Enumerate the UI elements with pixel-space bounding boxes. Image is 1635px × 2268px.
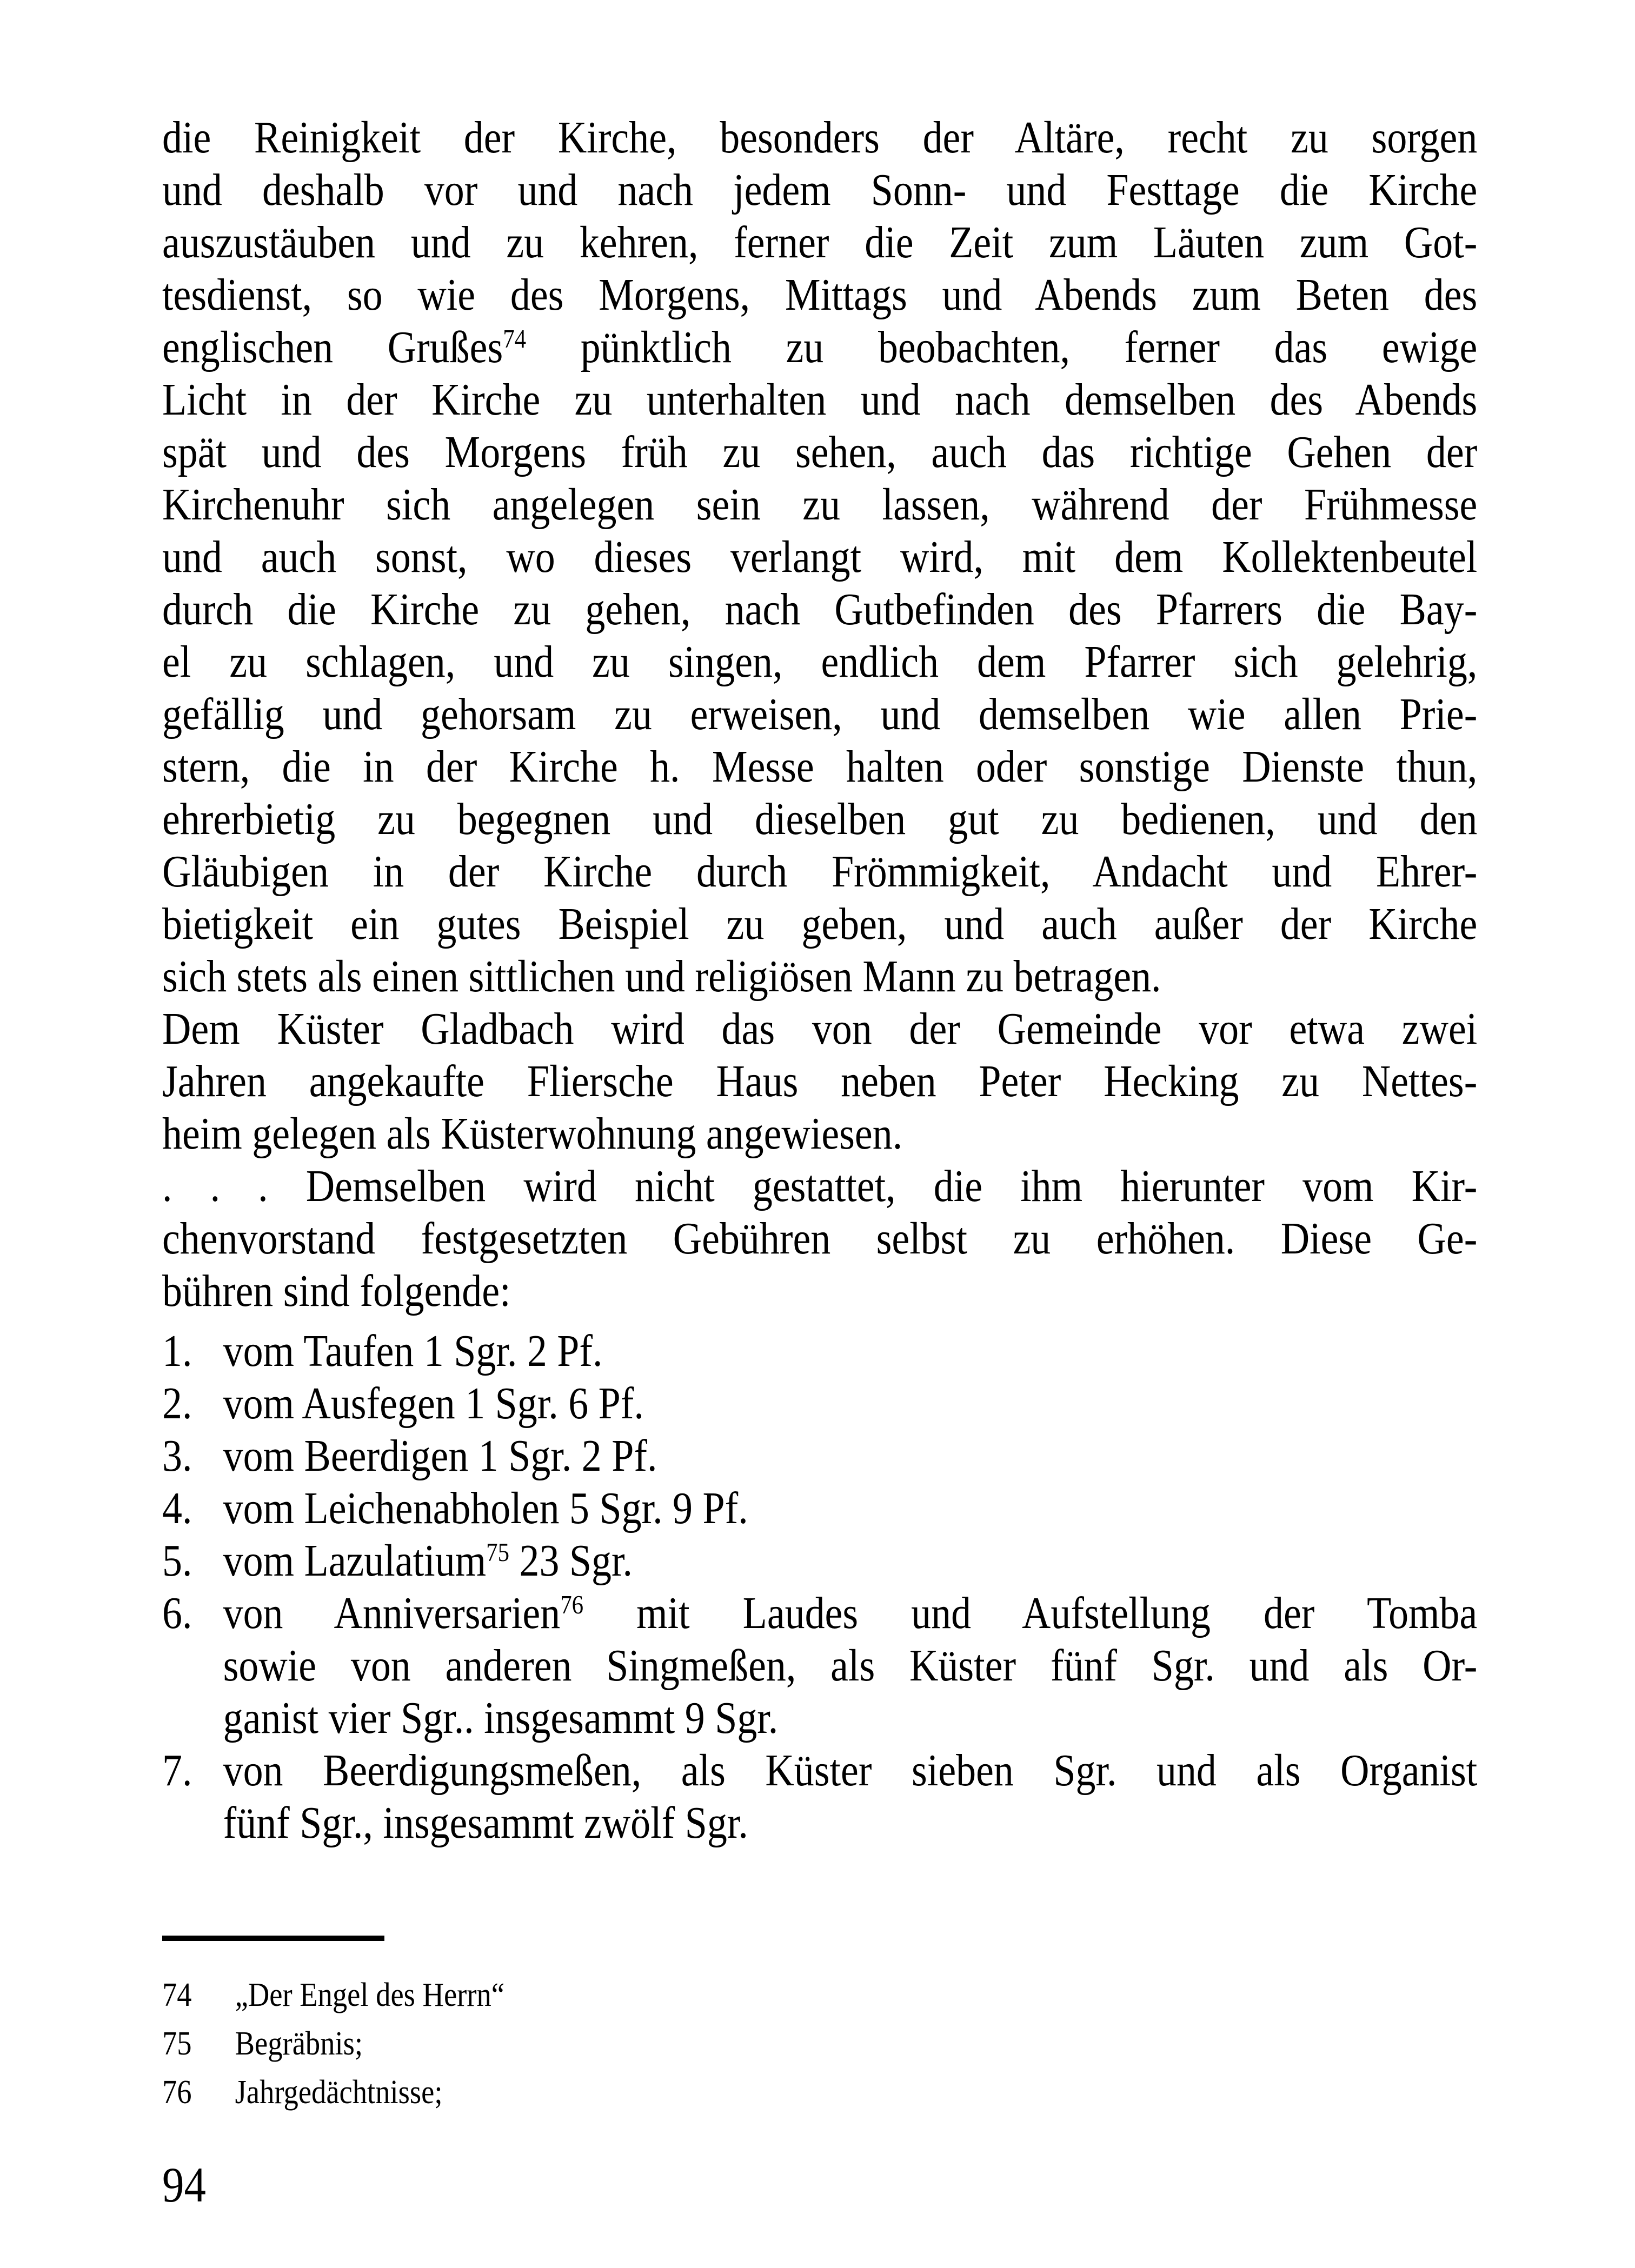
footnote-marker: 75: [486, 1538, 510, 1567]
footnote-marker: 74: [503, 324, 527, 354]
footnote-text: Begräbnis;: [235, 2025, 363, 2062]
text-line: auszustäuben und zu kehren, ferner die Zeit zum Läuten zum Got-: [162, 217, 1478, 268]
fee-list-item: [162, 1587, 1477, 1744]
text-line: englischen Grußes$^{74}$ pünktlich zu beobachten, ferner das ewige: [162, 322, 1478, 372]
fee-item-number: 1.: [162, 1326, 192, 1376]
fee-list-item: [162, 1377, 1477, 1430]
footnote-number: 76: [162, 2074, 192, 2111]
text-line: vom Taufen 1 Sgr. 2 Pf.: [223, 1326, 603, 1376]
text-line: und auch sonst, wo dieses verlangt wird, mit dem Kollektenbeutel: [162, 532, 1478, 582]
fee-item-number: 6.: [162, 1588, 192, 1638]
fee-item-lines: [223, 1744, 1478, 1849]
text-line: spät und des Morgens früh zu sehen, auch das richtige Gehen der: [162, 427, 1478, 477]
fee-list-item: [162, 1325, 1477, 1377]
page-number: 94: [162, 2157, 206, 2212]
fee-item-lines: [223, 1377, 1478, 1430]
text-line: bietigkeit ein gutes Beispiel zu geben, und auch außer der Kirche: [162, 899, 1478, 949]
text-line: ganist vier Sgr.. insgesammt 9 Sgr.: [223, 1693, 779, 1743]
fee-item-number: 3.: [162, 1431, 192, 1481]
text-line: . . . Demselben wird nicht gestattet, die ihm hierunter vom Kir-: [162, 1161, 1478, 1211]
footnote-separator: [162, 1936, 384, 1941]
fee-list-item: [162, 1430, 1477, 1482]
text-line: sich stets als einen sittlichen und religiösen Mann zu betragen.: [162, 951, 1161, 1002]
paragraph: [162, 111, 1477, 1003]
fee-item-number: 5.: [162, 1536, 192, 1586]
text-line: und deshalb vor und nach jedem Sonn- und Festtage die Kirche: [162, 165, 1478, 215]
fee-item-number: 7.: [162, 1745, 192, 1796]
footnote-marker: 76: [560, 1590, 584, 1620]
fee-list-item: [162, 1744, 1477, 1849]
fee-item-lines: [223, 1535, 1478, 1587]
text-line: sowie von anderen Singmeßen, als Küster fünf Sgr. und als Or-: [223, 1640, 1478, 1691]
text-line: von Beerdigungsmeßen, als Küster sieben Sgr. und als Organist: [223, 1745, 1478, 1796]
text-line: Kirchenuhr sich angelegen sein zu lassen, während der Frühmesse: [162, 479, 1478, 530]
fee-item-lines: [223, 1430, 1478, 1482]
text-line: vom Leichenabholen 5 Sgr. 9 Pf.: [223, 1483, 748, 1533]
text-line: vom Ausfegen 1 Sgr. 6 Pf.: [223, 1378, 644, 1429]
text-line: durch die Kirche zu gehen, nach Gutbefinden des Pfarrers die Bay-: [162, 584, 1478, 635]
footnote-text: Jahrgedächtnisse;: [235, 2074, 443, 2111]
text-line: heim gelegen als Küsterwohnung angewiesen.: [162, 1109, 903, 1159]
text-line: Licht in der Kirche zu unterhalten und nach demselben des Abends: [162, 375, 1478, 425]
text-line: el zu schlagen, und zu singen, endlich dem Pfarrer sich gelehrig,: [162, 637, 1478, 687]
footnote-text: „Der Engel des Herrn“: [235, 1977, 505, 2013]
paragraphs: [162, 111, 1477, 1317]
fee-item-lines: [223, 1587, 1478, 1744]
footnote: [162, 1971, 1477, 2019]
footnotes: [162, 1971, 1477, 2117]
paragraph: [162, 1160, 1477, 1317]
fee-list-item: [162, 1535, 1477, 1587]
text-line: die Reinigkeit der Kirche, besonders der Altäre, recht zu sorgen: [162, 112, 1478, 163]
fee-list-item: [162, 1482, 1477, 1535]
main-text: [162, 111, 1477, 2211]
text-line: vom Lazulatium$^{75}$ 23 Sgr.: [223, 1536, 633, 1586]
text-line: bühren sind folgende:: [162, 1266, 511, 1316]
footnote-number: 74: [162, 1977, 192, 2013]
fee-item-lines: [223, 1482, 1478, 1535]
text-line: stern, die in der Kirche h. Messe halten oder sonstige Dienste thun,: [162, 742, 1478, 792]
text-line: Dem Küster Gladbach wird das von der Gemeinde vor etwa zwei: [162, 1004, 1478, 1054]
text-line: tesdienst, so wie des Morgens, Mittags und Abends zum Beten des: [162, 270, 1478, 320]
text-line: von Anniversarien$^{76}$ mit Laudes und Aufstellung der Tomba: [223, 1588, 1478, 1638]
footnote: [162, 2068, 1477, 2117]
text-line: fünf Sgr., insgesammt zwölf Sgr.: [223, 1798, 748, 1848]
text-line: ehrerbietig zu begegnen und dieselben gut zu bedienen, und den: [162, 794, 1478, 844]
fee-item-lines: [223, 1325, 1478, 1377]
fee-list: [162, 1325, 1477, 1849]
text-line: gefällig und gehorsam zu erweisen, und demselben wie allen Prie-: [162, 689, 1478, 739]
fee-item-number: 2.: [162, 1378, 192, 1429]
footnote-number: 75: [162, 2025, 192, 2062]
text-line: Gläubigen in der Kirche durch Frömmigkeit, Andacht und Ehrer-: [162, 846, 1478, 897]
text-line: vom Beerdigen 1 Sgr. 2 Pf.: [223, 1431, 657, 1481]
text-line: Jahren angekaufte Fliersche Haus neben Peter Hecking zu Nettes-: [162, 1056, 1478, 1106]
text-line: chenvorstand festgesetzten Gebühren selbst zu erhöhen. Diese Ge-: [162, 1213, 1478, 1264]
footnote: [162, 2019, 1477, 2068]
paragraph: [162, 1003, 1477, 1160]
fee-item-number: 4.: [162, 1483, 192, 1533]
